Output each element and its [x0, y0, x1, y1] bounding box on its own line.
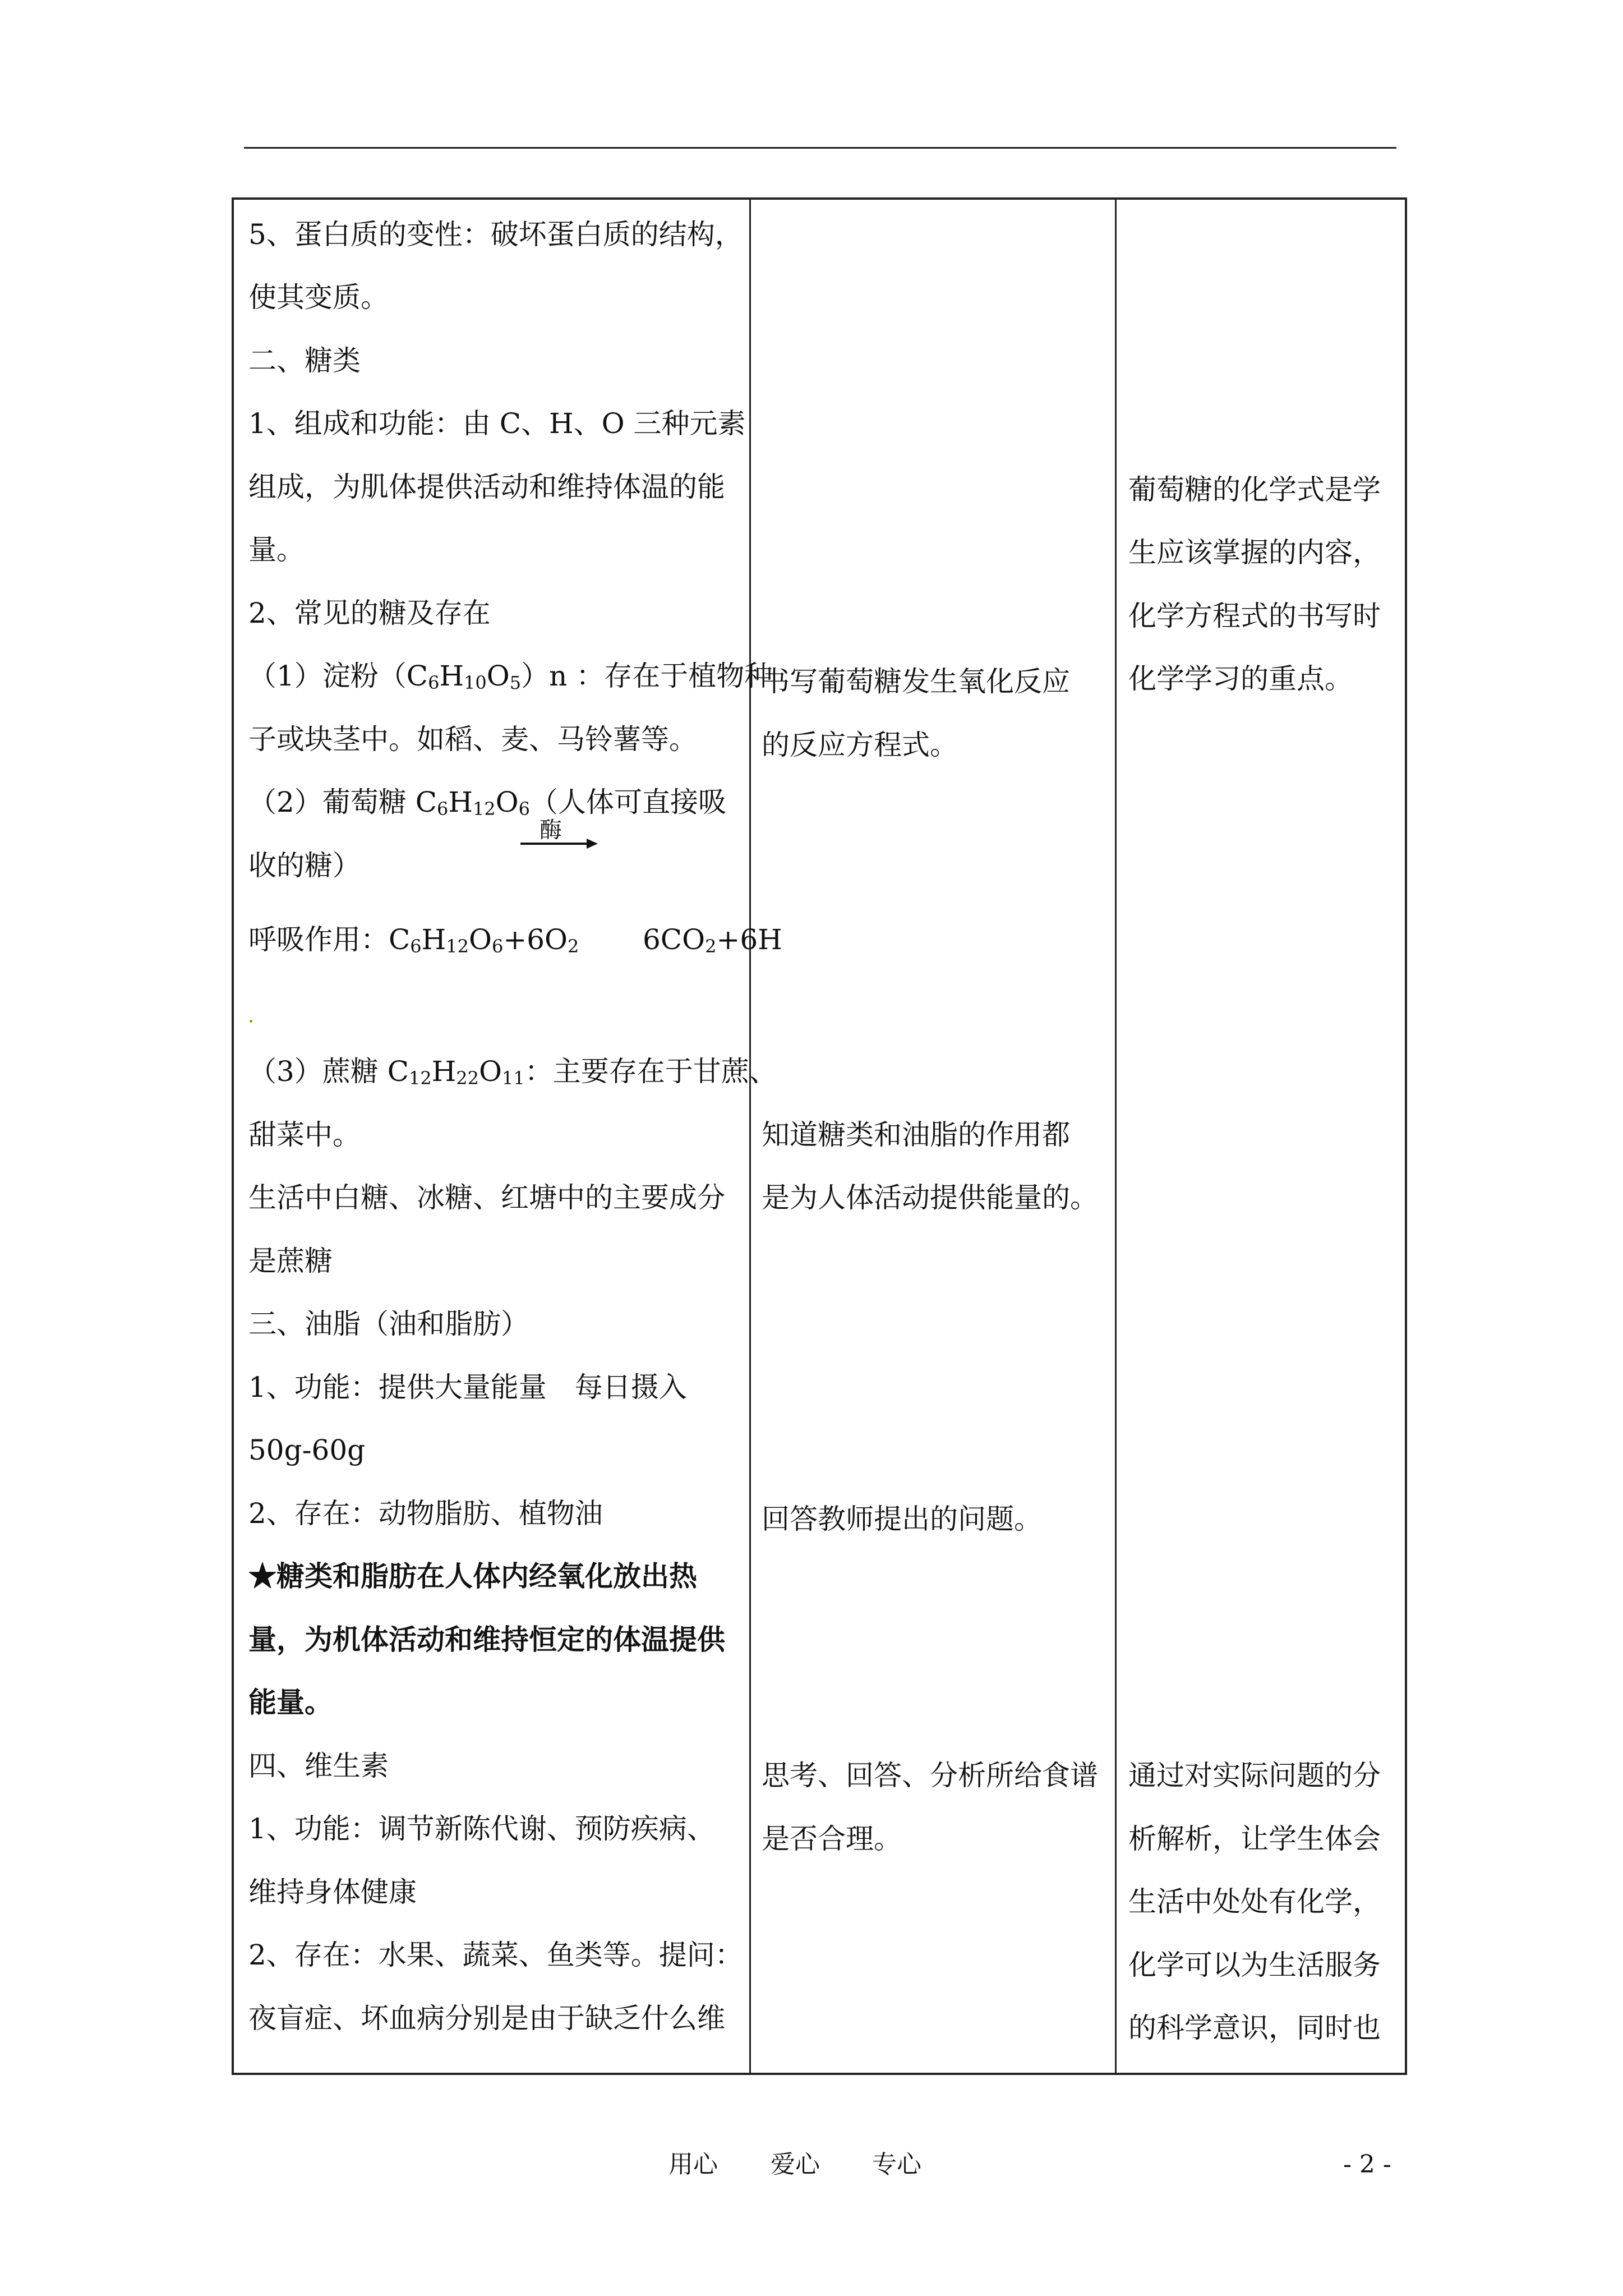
protein-denaturation-line-2: 使其变质。 — [248, 281, 389, 314]
fat-sources: 2、存在：动物脂肪、植物油 — [248, 1497, 603, 1530]
glucose-line-2: 收的糖） — [248, 849, 361, 882]
page-number: - 2 - — [1343, 2150, 1391, 2179]
fat-heading: 三、油脂（油和脂肪） — [248, 1308, 529, 1340]
vitamin-function-line-1: 1、功能：调节新陈代谢、预防疾病、 — [248, 1812, 715, 1845]
sucrose-line-1: （3）蔗糖 $C_{12}H_{22}O_{11}$：主要存在于甘蔗、 — [248, 1055, 777, 1089]
vitamin-sources-line-1: 2、存在：水果、蔬菜、鱼类等。提问： — [248, 1939, 743, 1971]
analysis-note-line-2: 析解析，让学生体会 — [1128, 1823, 1381, 1855]
sugar-composition-line-3: 量。 — [248, 533, 305, 566]
fat-function-line-1: 1、功能：提供大量能量 每日摄入 — [248, 1371, 687, 1404]
footer-motto-3: 专心 — [872, 2150, 921, 2179]
starch-line-1: （1）淀粉$(C_6H_{10}O_5)n$ ：存在于植物种 — [248, 660, 773, 693]
know-energy-line-1: 知道糖类和油脂的作用都 — [762, 1119, 1070, 1151]
reaction-arrow — [520, 837, 599, 850]
common-sugars-heading: 2、常见的糖及存在 — [248, 597, 491, 629]
analysis-note-line-1: 通过对实际问题的分 — [1128, 1759, 1381, 1792]
footer-motto-1: 用心 — [668, 2150, 718, 2179]
vitamin-heading: 四、维生素 — [248, 1750, 389, 1782]
analysis-note-line-5: 的科学意识，同时也 — [1128, 2012, 1381, 2044]
sucrose-line-2: 甜菜中。 — [248, 1119, 361, 1151]
analysis-note-line-4: 化学可以为生活服务 — [1128, 1949, 1381, 1981]
header-rule — [244, 147, 1396, 149]
key-point-line-3: 能量。 — [248, 1686, 333, 1719]
respiration-products: $6CO_2+6H$ — [643, 923, 782, 957]
key-point-line-1: ★糖类和脂肪在人体内经氧化放出热 — [248, 1559, 697, 1593]
vitamin-sources-line-2: 夜盲症、坏血病分别是由于缺乏什么维 — [248, 2002, 725, 2035]
vitamin-function-line-2: 维持身体健康 — [248, 1876, 417, 1908]
analyze-recipe-line-1: 思考、回答、分析所给食谱 — [762, 1759, 1098, 1792]
respiration-reactants: 呼吸作用：$C_6H_{12}O_6+6O_2$ — [248, 923, 579, 957]
key-point-line-2: 量，为机体活动和维持恒定的体温提供 — [248, 1623, 725, 1656]
column-divider-1 — [749, 200, 751, 2073]
enzyme-label: 酶 — [540, 817, 562, 843]
answer-questions: 回答教师提出的问题。 — [762, 1503, 1042, 1535]
everyday-sugar-line-2: 是蔗糖 — [248, 1245, 333, 1277]
know-energy-line-2: 是为人体活动提供能量的。 — [762, 1181, 1098, 1214]
starch-line-2: 子或块茎中。如稻、麦、马铃薯等。 — [248, 723, 697, 756]
glucose-note-line-2: 生应该掌握的内容， — [1128, 536, 1381, 569]
glucose-note-line-4: 化学学习的重点。 — [1128, 662, 1353, 695]
analyze-recipe-line-2: 是否合理。 — [762, 1823, 902, 1855]
fat-function-line-2: 50g-60g — [248, 1434, 366, 1466]
footer-motto-2: 爱心 — [771, 2150, 820, 2179]
write-equation-line-2: 的反应方程式。 — [762, 729, 958, 761]
column-divider-2 — [1115, 200, 1117, 2073]
write-equation-line-1: 书写葡萄糖发生氧化反应 — [762, 665, 1070, 698]
analysis-note-line-3: 生活中处处有化学， — [1128, 1885, 1381, 1918]
stray-mark — [250, 1020, 252, 1023]
glucose-line-1: （2）葡萄糖 $C_6H_{12}O_6$（人体可直接吸 — [248, 786, 727, 820]
sugar-heading: 二、糖类 — [248, 344, 361, 377]
glucose-note-line-1: 葡萄糖的化学式是学 — [1128, 473, 1381, 506]
sugar-composition-line-1: 1、组成和功能：由 C、H、O 三种元素 — [248, 407, 746, 440]
protein-denaturation-line-1: 5、蛋白质的变性：破坏蛋白质的结构， — [248, 218, 743, 251]
everyday-sugar-line-1: 生活中白糖、冰糖、红塘中的主要成分 — [248, 1181, 725, 1214]
glucose-note-line-3: 化学方程式的书写时 — [1128, 600, 1381, 632]
sugar-composition-line-2: 组成，为肌体提供活动和维持体温的能 — [248, 471, 725, 503]
